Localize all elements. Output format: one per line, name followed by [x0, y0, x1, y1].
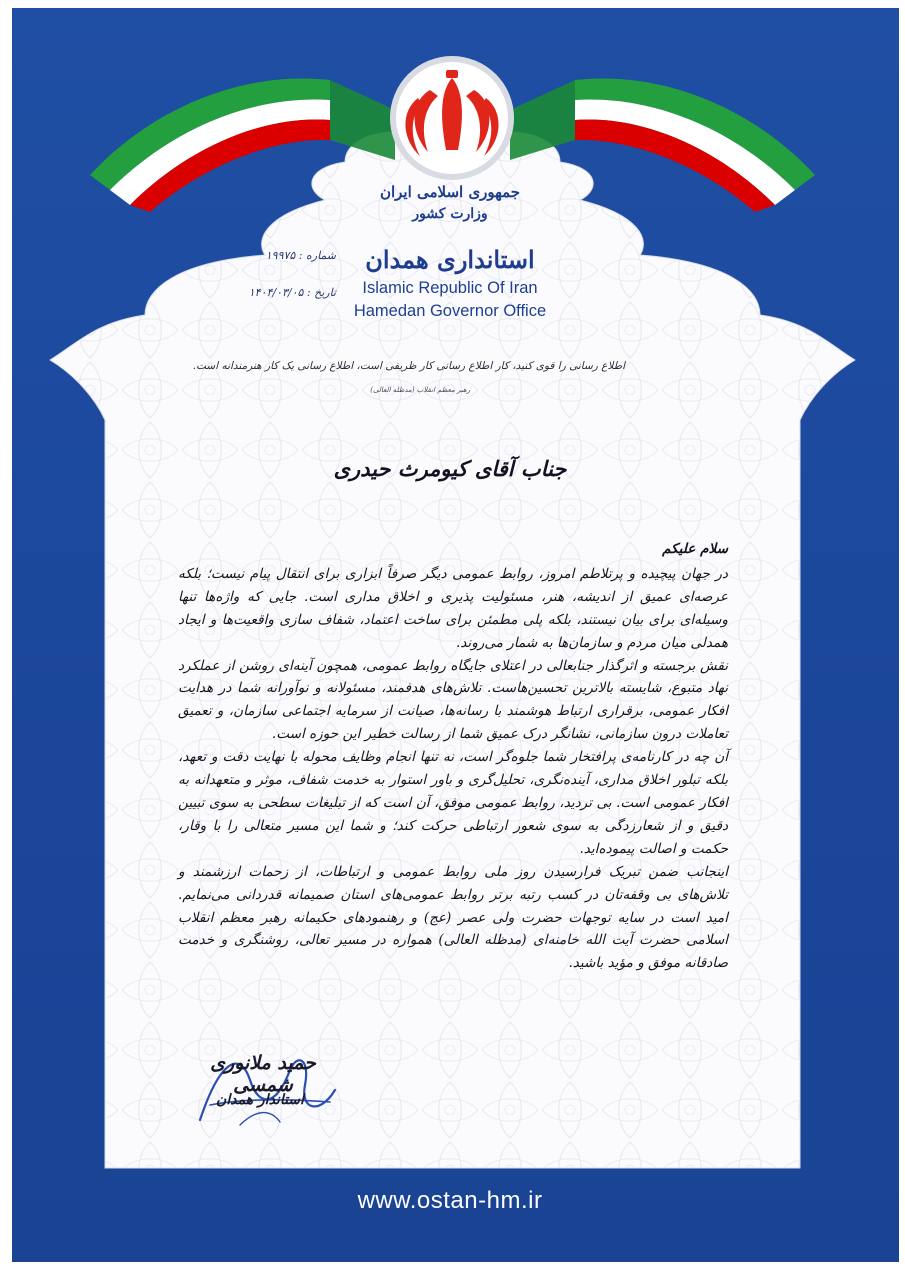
paragraph: آن چه در کارنامه‌ی پرافتخار شما جلوه‌گر است، نه تنها انجام وظایف محوله با نهایت دقت و تعهد، بلکه تبلور اخلاق مداری، آینده‌نگری، تحلیل‌گری و باور استوار به خدمت شفاف، موثر و متعهدانه به افکار عمومی است. بی تردید، روابط عمومی موفق، آن است که از تبلیغات سطحی به سوی تبیین دقیق و از شعارزدگی به سوی شعور ارتباطی حرکت کند؛ و شما این مسیر متعالی را با وقار، حکمت و اصالت پیموده‌اید.	[178, 749, 728, 857]
signature-name: حمید ملانوری شمسی	[210, 1052, 316, 1096]
header-ministry: وزارت کشور	[412, 206, 488, 222]
addressee: جناب آقای کیومرث حیدری	[333, 456, 567, 481]
letter-date: تاریخ : ۱۴۰۴/۰۳/۰۵	[248, 286, 336, 299]
letter-number: شماره : ۱۹۹۷۵	[265, 249, 336, 262]
signature-title: استاندار همدان	[216, 1092, 304, 1108]
paragraph: نقش برجسته و اثرگذار جنابعالی در اعتلای جایگاه روابط عمومی، همچون آینه‌ای روشن از عملکرد نهاد متبوع، شایسته بالاترین تحسین‌هاست. تلاش‌های هدفمند، مسئولانه و نوآورانه شما در هدایت افکار عمومی، برقراری ارتباط هوشمند با رسانه‌ها، صیانت از سرمایه اجتماعی سازمان، و تعمیق تعاملات درون سازمانی، نشانگر درک عمیق شما از رسالت خطیر این حوزه است.	[178, 657, 728, 743]
header-republic: جمهوری اسلامی ایران	[379, 183, 521, 201]
leader-quote: اطلاع رسانی را قوی کنید، کار اطلاع رسانی کار ظریفی است، اطلاع رسانی یک کار هنرمندانه است.	[192, 360, 625, 372]
paragraph: در جهان پیچیده و پرتلاطم امروز، روابط عمومی دیگر صرفاً ابزاری برای انتقال پیام نیست؛ بلکه عرصه‌ای عمیق از اندیشه، هنر، مسئولیت پذیری و اخلاق مداری است. جایی که واژه‌ها تنها وسیله‌ای برای بیان نیستند، بلکه پلی مطمئن برای ساخت اعتماد، شفاف سازی واقعیت‌ها و ایجاد همدلی میان مردم و سازمان‌ها به شمار می‌روند.	[178, 565, 728, 651]
header-office: استانداری همدان	[365, 245, 535, 274]
header-office-en: Hamedan Governor Office	[353, 302, 547, 320]
quote-source: رهبر معظم انقلاب (مدظله العالی)	[370, 386, 470, 394]
header-republic-en: Islamic Republic Of Iran	[362, 279, 538, 297]
salutation: سلام علیکم	[662, 541, 728, 557]
letter-body	[178, 538, 728, 975]
iran-emblem-icon	[390, 56, 514, 180]
website-link[interactable]: www.ostan-hm.ir	[357, 1187, 543, 1214]
paragraph: اینجانب ضمن تبریک فرارسیدن روز ملی روابط عمومی و ارتباطات، از زحمات ارزشمند و تلاش‌های بی وقفه‌تان در کسب رتبه برتر روابط عمومی‌های استان صمیمانه قدردانی می‌نمایم. امید است در سایه توجهات حضرت ولی عصر (عج) و رهنمودهای حکیمانه رهبر معظم انقلاب اسلامی حضرت آیت الله خامنه‌ای (مدظله العالی) همواره در مسیر تعالی، روشنگری و خدمت صادقانه موفق و مؤید باشید.	[178, 863, 728, 972]
